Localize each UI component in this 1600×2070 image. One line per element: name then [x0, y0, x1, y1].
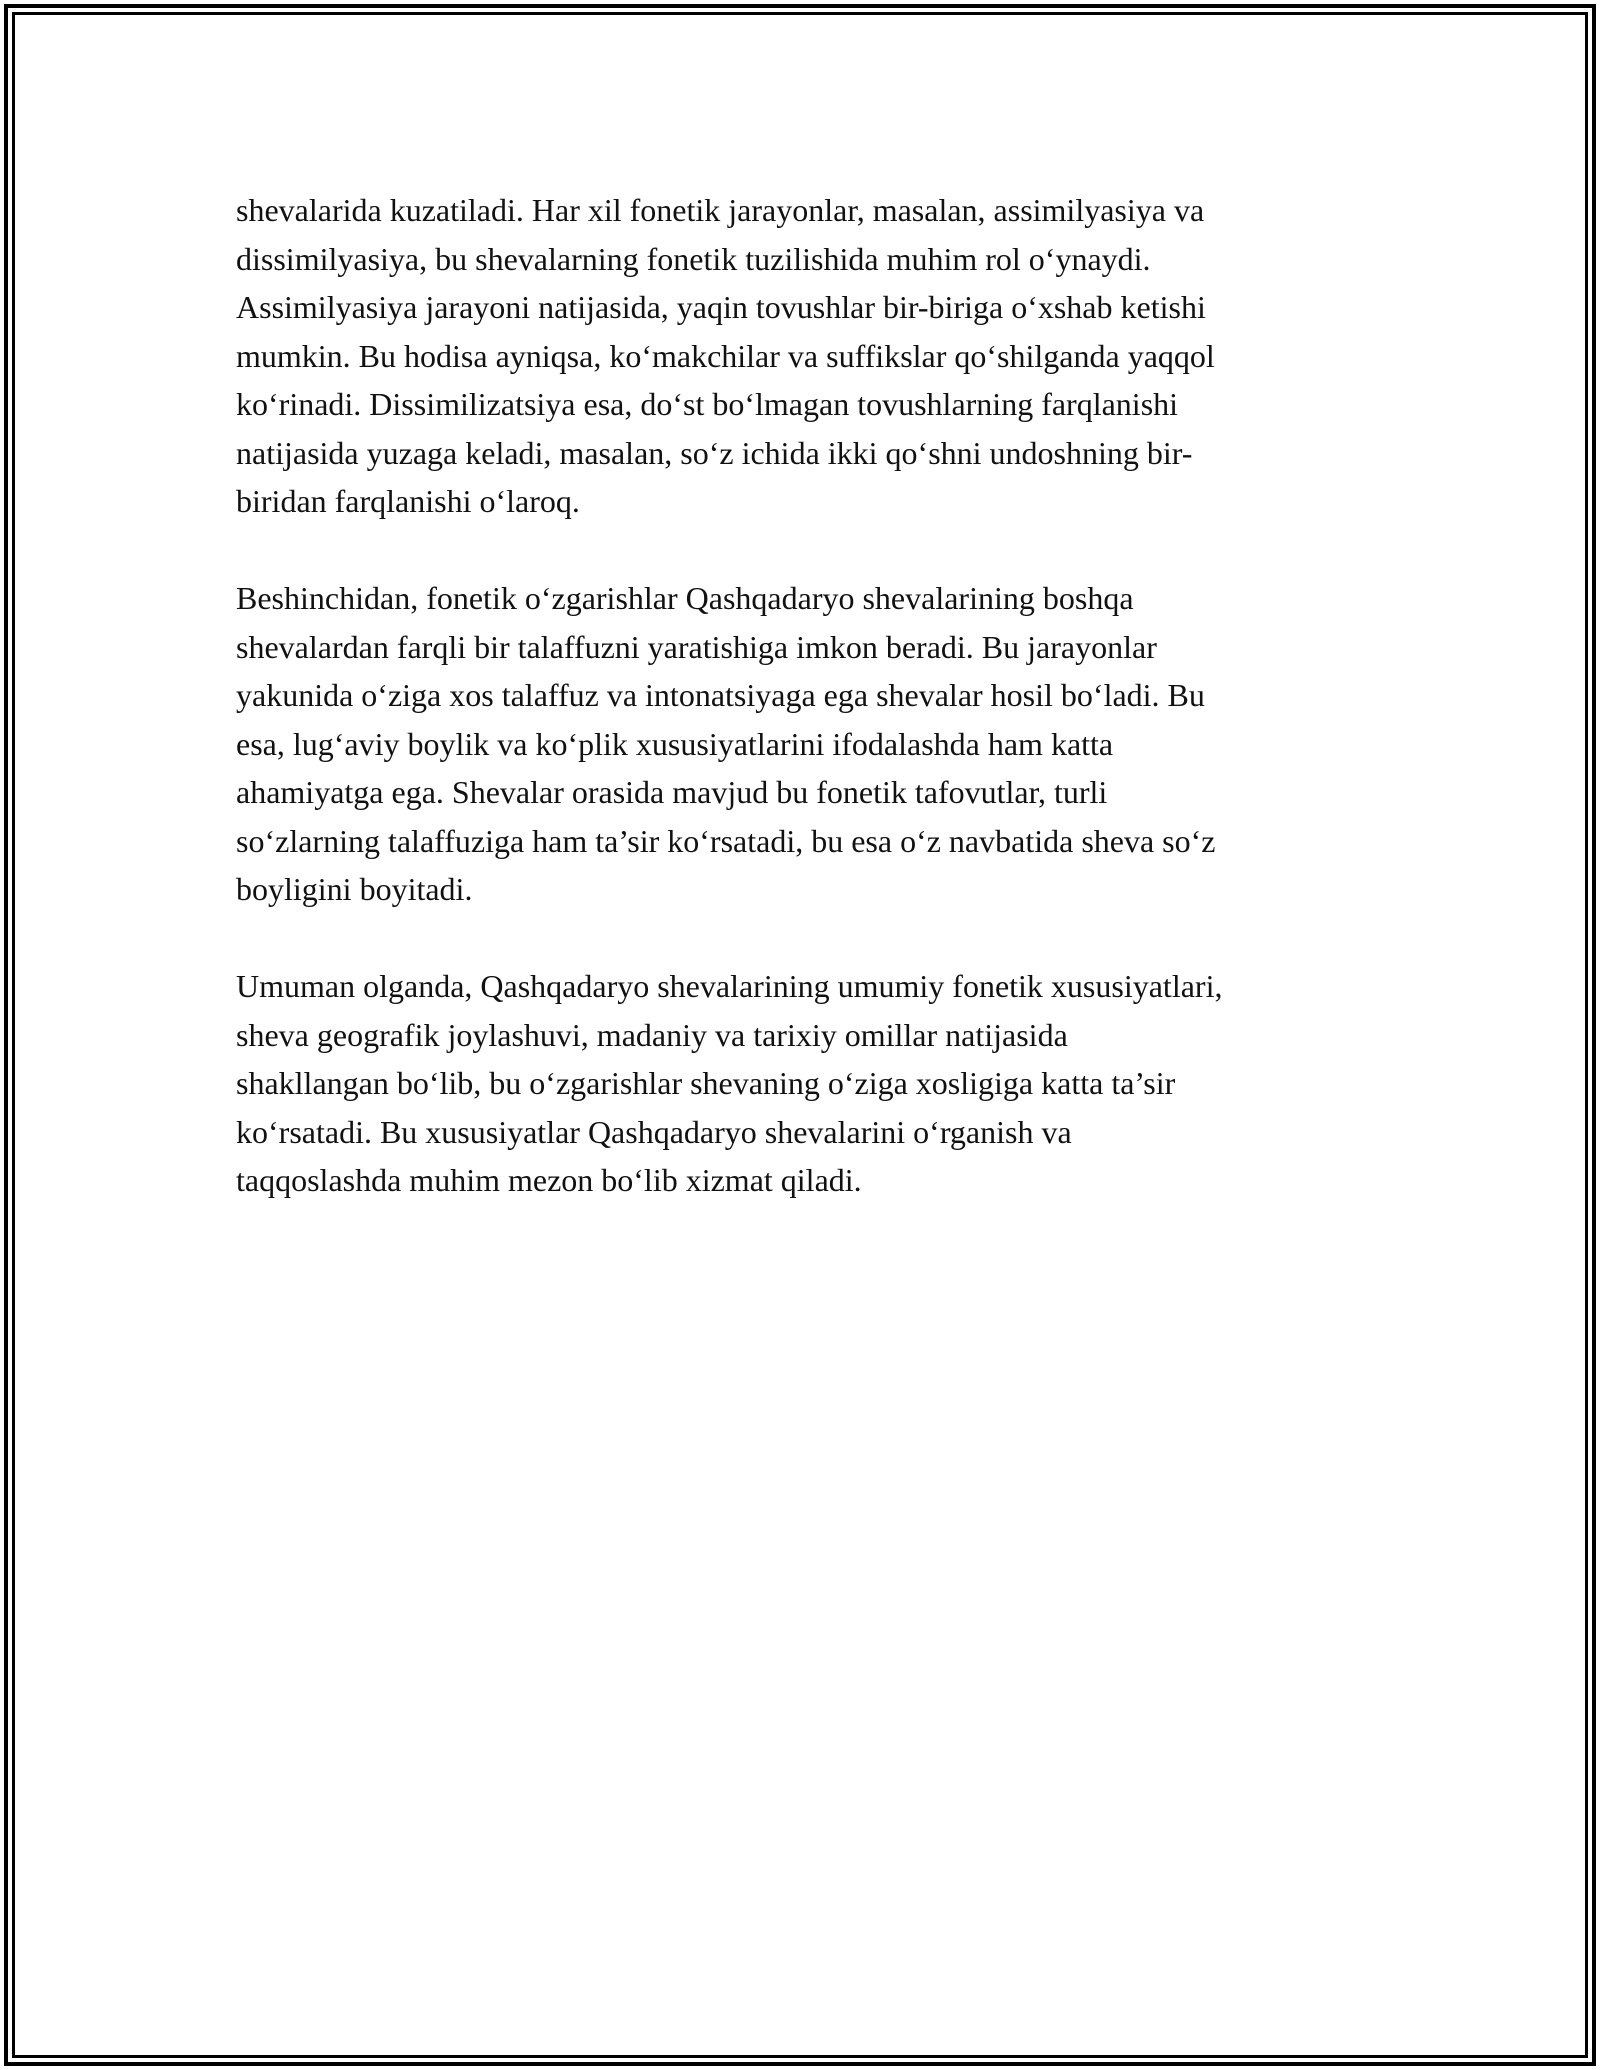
paragraph-1: shevalarida kuzatiladi. Har xil fonetik jarayonlar, masalan, assimilyasiya va dissimilyasiya, bu shevalarning fonetik tuzilishida muhim rol o‘ynaydi. Assimilyasiya jarayoni natijasida, yaqin tovushlar bir-biriga o‘xshab ketishi mumkin. Bu hodisa ayniqsa, ko‘makchilar va suffikslar qo‘shilganda yaqqol ko‘rinadi. Dissimilizatsiya esa, do‘st bo‘lmagan tovushlarning farqlanishi natijasida yuzaga keladi, masalan, so‘z ichida ikki qo‘shni undoshning bir- biridan farqlanishi o‘laroq. — [236, 192, 1215, 519]
document-body — [236, 186, 1396, 1253]
paragraph-2: Beshinchidan, fonetik o‘zgarishlar Qashqadaryo shevalarining boshqa shevalardan farqli bir talaffuzni yaratishiga imkon beradi. Bu jarayonlar yakunida o‘ziga xos talaffuz va intonatsiyaga ega shevalar hosil bo‘ladi. Bu esa, lug‘aviy boylik va ko‘plik xususiyatlarini ifodalashda ham katta ahamiyatga ega. Shevalar orasida mavjud bu fonetik tafovutlar, turli so‘zlarning talaffuziga ham ta’sir ko‘rsatadi, bu esa o‘z navbatida sheva so‘z boyligini boyitadi. — [236, 580, 1216, 907]
paragraph-3: Umuman olganda, Qashqadaryo shevalarining umumiy fonetik xususiyatlari, sheva geografik joylashuvi, madaniy va tarixiy omillar natijasida shakllangan bo‘lib, bu o‘zgarishlar shevaning o‘ziga xosligiga katta ta’sir ko‘rsatadi. Bu xususiyatlar Qashqadaryo shevalarini o‘rganish va taqqoslashda muhim mezon bo‘lib xizmat qiladi. — [236, 968, 1223, 1198]
